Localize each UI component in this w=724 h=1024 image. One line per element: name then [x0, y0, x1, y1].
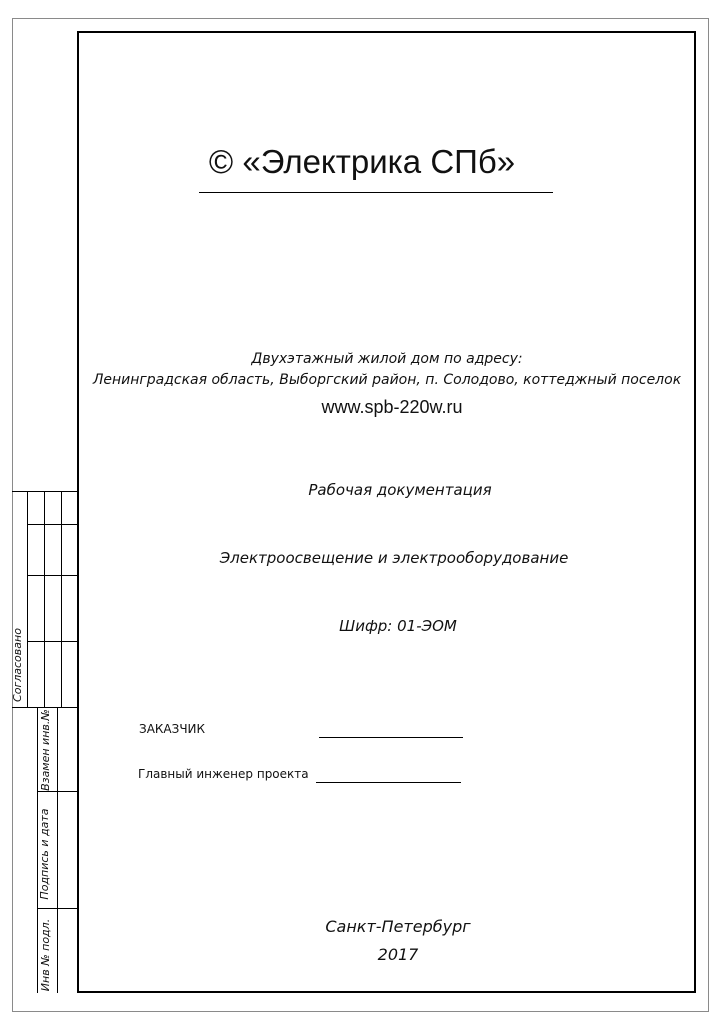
chief-engineer-label: Главный инженер проекта [138, 767, 309, 781]
chief-engineer-signature-line [316, 782, 461, 783]
watermark-title: © «Электрика СПб» [208, 143, 516, 180]
footer-year: 2017 [377, 945, 419, 964]
document-section: Электроосвещение и электрооборудование [219, 549, 569, 567]
title-underline [199, 192, 553, 193]
stamp-line [57, 707, 58, 993]
object-line-1: Двухэтажный жилой дом по адресу: [251, 351, 523, 367]
website-watermark: www.spb-220w.ru [321, 397, 463, 417]
stamp-line [61, 491, 62, 707]
document-cipher: Шифр: 01-ЭОМ [339, 617, 457, 635]
customer-label: ЗАКАЗЧИК [139, 722, 206, 736]
stamp-line [27, 575, 78, 576]
stamp-line [44, 491, 45, 707]
stamp-line [27, 641, 78, 642]
stamp-sign-date-label: Подпись и дата [38, 808, 51, 900]
document-type: Рабочая документация [308, 481, 492, 499]
stamp-replace-inv-label: Взамен инв.№ [39, 709, 52, 791]
object-line-2: Ленинградская область, Выборгский район, п. Солодово, коттеджный поселок [92, 372, 682, 388]
stamp-line [27, 491, 28, 707]
footer-city: Санкт-Петербург [325, 917, 471, 936]
stamp-agreed-label: Согласовано [11, 628, 24, 702]
customer-signature-line [319, 737, 463, 738]
stamp-inv-orig-label: Инв № подл. [39, 918, 52, 992]
stamp-line [12, 491, 78, 492]
stamp-line [27, 524, 78, 525]
